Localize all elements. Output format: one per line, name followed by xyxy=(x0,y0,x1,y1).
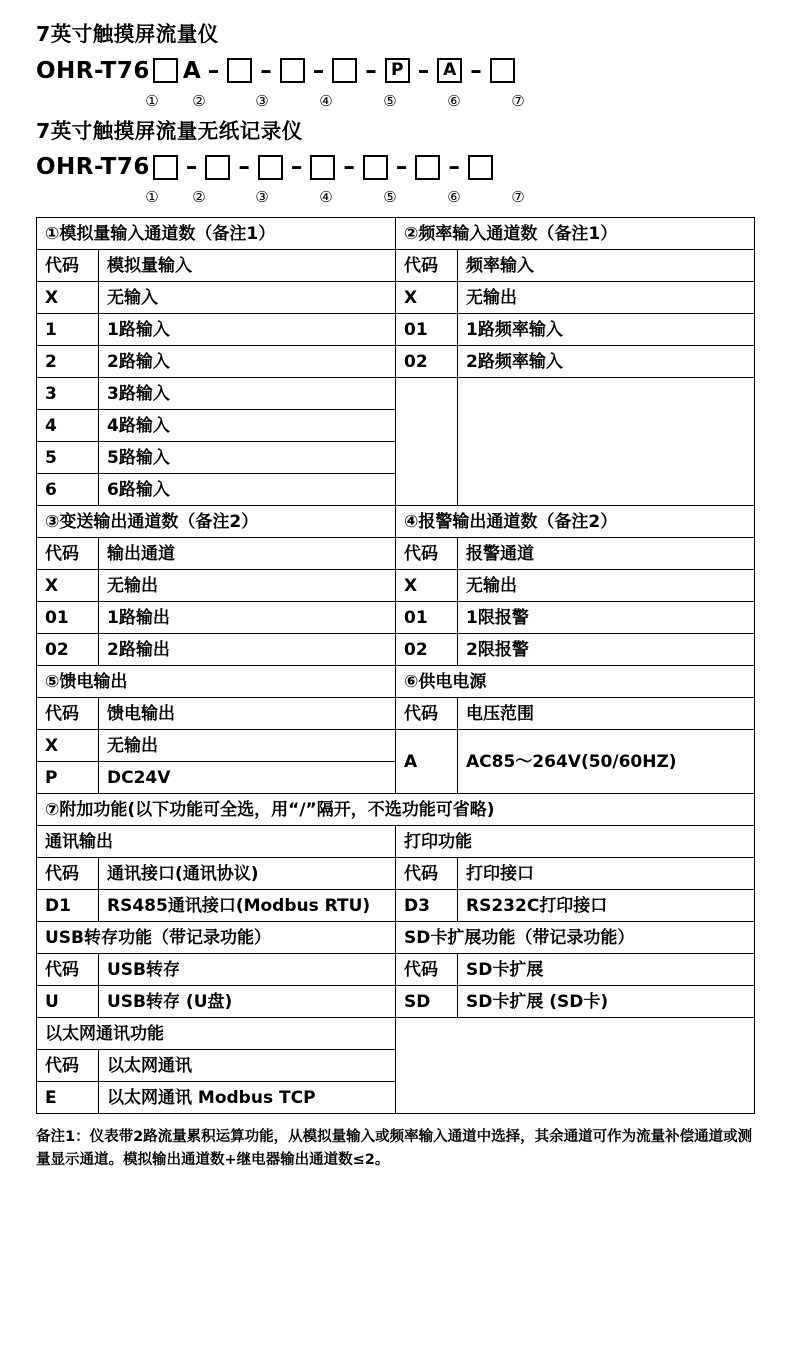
code-box-2-3 xyxy=(258,155,283,180)
mark-2-5: ⑤ xyxy=(383,188,397,207)
section-5-row-0-desc: 无输出 xyxy=(99,730,396,762)
section-1-row-5-code: 5 xyxy=(37,442,99,474)
code-dash-1-2: – xyxy=(260,57,272,84)
code-box-1-3 xyxy=(280,58,305,83)
section-7-g0-left-title: 通讯输出 xyxy=(37,826,396,858)
section-5-row-0-code: X xyxy=(37,730,99,762)
code-dash-2-2: – xyxy=(238,154,250,181)
code-dash-1-6: – xyxy=(470,57,482,84)
section-7-g1-right-row-0-code: SD xyxy=(396,986,458,1018)
section-1-row-0-desc: 无输入 xyxy=(99,282,396,314)
section-7-g1-right-col-code: 代码 xyxy=(396,954,458,986)
section-7-g2-left-col-name: 以太网通讯 xyxy=(99,1050,396,1082)
code-box-2-1 xyxy=(153,155,178,180)
section-7-g1-left-row-0-code: U xyxy=(37,986,99,1018)
table-row xyxy=(37,218,755,250)
code-dash-2-1: – xyxy=(185,154,198,181)
section-6-row-0-desc: AC85～264V(50/60HZ) xyxy=(458,730,755,794)
section-5-row-1-code: P xyxy=(37,762,99,794)
code-plain-1-A: A xyxy=(182,57,201,84)
section-3-row-0-code: X xyxy=(37,570,99,602)
section-4-col-name: 报警通道 xyxy=(458,538,755,570)
model-block-1 xyxy=(36,22,754,113)
table-row xyxy=(37,922,755,954)
table-row xyxy=(37,378,755,410)
mark-1-2: ② xyxy=(192,91,206,110)
section-2-row-0-desc: 无输出 xyxy=(458,282,755,314)
section-6-col-code: 代码 xyxy=(396,698,458,730)
section-1-row-4-desc: 4路输入 xyxy=(99,410,396,442)
code-box-1-1 xyxy=(153,58,178,83)
section-7-g1-right-title: SD卡扩展功能（带记录功能） xyxy=(396,922,755,954)
code-dash-2-4: – xyxy=(343,154,355,181)
code-dash-1-1: – xyxy=(207,57,220,84)
table-row xyxy=(37,698,755,730)
section-1-row-3-code: 3 xyxy=(37,378,99,410)
section-3-header: ③变送输出通道数（备注2） xyxy=(37,506,396,538)
section-7-g1-left-row-0-desc: USB转存 (U盘) xyxy=(99,986,396,1018)
table-row xyxy=(37,986,755,1018)
code-box-2-4 xyxy=(310,155,335,180)
section-7-g0-right-col-name: 打印接口 xyxy=(458,858,755,890)
section-3-row-1-code: 01 xyxy=(37,602,99,634)
section-7-g1-right-row-0-desc: SD卡扩展 (SD卡) xyxy=(458,986,755,1018)
mark-2-3: ③ xyxy=(255,188,269,207)
model-title-2: 7英寸触摸屏流量无纸记录仪 xyxy=(36,118,303,143)
section-2-header: ②频率输入通道数（备注1） xyxy=(396,218,755,250)
section-7-g0-left-col-name: 通讯接口(通讯协议) xyxy=(99,858,396,890)
section-1-row-6-code: 6 xyxy=(37,474,99,506)
section-7-g1-left-col-code: 代码 xyxy=(37,954,99,986)
section-4-col-code: 代码 xyxy=(396,538,458,570)
code-box-2-7 xyxy=(468,155,493,180)
section-7-g2-left-title: 以太网通讯功能 xyxy=(37,1018,396,1050)
section-2-row-2-desc: 2路频率输入 xyxy=(458,346,755,378)
code-box-1-4 xyxy=(332,58,357,83)
section-4-row-1-code: 01 xyxy=(396,602,458,634)
section-7-g0-left-row-0-desc: RS485通讯接口(Modbus RTU) xyxy=(99,890,396,922)
section-1-row-2-desc: 2路输入 xyxy=(99,346,396,378)
section-2-row-0-code: X xyxy=(396,282,458,314)
section-3-row-2-code: 02 xyxy=(37,634,99,666)
section-3-col-code: 代码 xyxy=(37,538,99,570)
section-3-col-name: 输出通道 xyxy=(99,538,396,570)
table-row xyxy=(37,346,755,378)
table-row xyxy=(37,794,755,826)
section-5-header: ⑤馈电输出 xyxy=(37,666,396,698)
mark-2-2: ② xyxy=(192,188,206,207)
mark-1-3: ③ xyxy=(255,91,269,110)
code-box-2-2 xyxy=(205,155,230,180)
mark-2-4: ④ xyxy=(319,188,333,207)
section-4-row-2-desc: 2限报警 xyxy=(458,634,755,666)
table-row xyxy=(37,282,755,314)
spec-table xyxy=(36,217,755,1114)
section-2-col-code: 代码 xyxy=(396,250,458,282)
model-prefix-2: OHR-T76 xyxy=(36,154,150,181)
section-5-col-name: 馈电输出 xyxy=(99,698,396,730)
code-dash-1-3: – xyxy=(312,57,325,84)
mark-1-5: ⑤ xyxy=(383,91,397,110)
section-1-row-5-desc: 5路输入 xyxy=(99,442,396,474)
model-block-2 xyxy=(36,119,754,210)
section-3-row-2-desc: 2路输出 xyxy=(99,634,396,666)
table-row xyxy=(37,858,755,890)
section-1-row-2-code: 2 xyxy=(37,346,99,378)
code-box-1-5: P xyxy=(385,58,410,83)
code-box-1-7 xyxy=(490,58,515,83)
table-row xyxy=(37,314,755,346)
section-7-g2-left-col-code: 代码 xyxy=(37,1050,99,1082)
section-6-col-name: 电压范围 xyxy=(458,698,755,730)
section-2-filler-code xyxy=(396,378,458,506)
section-4-row-0-desc: 无输出 xyxy=(458,570,755,602)
section-7-g2-left-row-0-desc: 以太网通讯 Modbus TCP xyxy=(99,1082,396,1114)
code-dash-1-5: – xyxy=(417,57,430,84)
section-5-col-code: 代码 xyxy=(37,698,99,730)
section-1-row-1-code: 1 xyxy=(37,314,99,346)
mark-2-6: ⑥ xyxy=(447,188,461,207)
table-row xyxy=(37,250,755,282)
section-7-header: ⑦附加功能(以下功能可全选，用“/”隔开，不选功能可省略) xyxy=(37,794,755,826)
section-2-row-1-code: 01 xyxy=(396,314,458,346)
section-7-g2-right-empty xyxy=(396,1018,755,1114)
section-4-row-1-desc: 1限报警 xyxy=(458,602,755,634)
section-3-row-0-desc: 无输出 xyxy=(99,570,396,602)
section-1-col-code: 代码 xyxy=(37,250,99,282)
section-1-row-6-desc: 6路输入 xyxy=(99,474,396,506)
section-7-g1-left-col-name: USB转存 xyxy=(99,954,396,986)
table-row xyxy=(37,570,755,602)
section-1-row-0-code: X xyxy=(37,282,99,314)
section-7-g1-left-title: USB转存功能（带记录功能） xyxy=(37,922,396,954)
section-7-g0-left-col-code: 代码 xyxy=(37,858,99,890)
table-row xyxy=(37,602,755,634)
section-7-g1-right-col-name: SD卡扩展 xyxy=(458,954,755,986)
mark-1-1: ① xyxy=(145,91,159,110)
section-1-row-1-desc: 1路输入 xyxy=(99,314,396,346)
section-6-row-0-code: A xyxy=(396,730,458,794)
table-row xyxy=(37,538,755,570)
table-row xyxy=(37,634,755,666)
footnote-1: 备注1：仪表带2路流量累积运算功能，从模拟量输入或频率输入通道中选择，其余通道可作为流量补偿通道或测量显示通道。模拟输出通道数+继电器输出通道数≤2。 xyxy=(36,1129,753,1168)
code-box-2-5 xyxy=(363,155,388,180)
code-dash-2-6: – xyxy=(448,154,460,181)
code-box-2-6 xyxy=(415,155,440,180)
section-7-g0-right-row-0-code: D3 xyxy=(396,890,458,922)
section-4-header: ④报警输出通道数（备注2） xyxy=(396,506,755,538)
table-row xyxy=(37,954,755,986)
code-dash-2-5: – xyxy=(395,154,408,181)
table-row xyxy=(37,890,755,922)
model-marks-row-2 xyxy=(36,185,754,209)
mark-2-1: ① xyxy=(145,188,159,207)
model-code-row-1 xyxy=(36,54,754,88)
section-1-row-4-code: 4 xyxy=(37,410,99,442)
code-dash-2-3: – xyxy=(290,154,303,181)
mark-1-6: ⑥ xyxy=(447,91,461,110)
section-1-header: ①模拟量输入通道数（备注1） xyxy=(37,218,396,250)
mark-2-7: ⑦ xyxy=(511,188,525,207)
table-row xyxy=(37,506,755,538)
section-7-g0-right-col-code: 代码 xyxy=(396,858,458,890)
table-row xyxy=(37,730,755,762)
section-6-header: ⑥供电电源 xyxy=(396,666,755,698)
section-2-filler-desc xyxy=(458,378,755,506)
model-prefix-1: OHR-T76 xyxy=(36,57,150,84)
model-title-1: 7英寸触摸屏流量仪 xyxy=(36,22,219,46)
section-4-row-0-code: X xyxy=(396,570,458,602)
table-row xyxy=(37,826,755,858)
section-7-g0-right-row-0-desc: RS232C打印接口 xyxy=(458,890,755,922)
code-box-1-6: A xyxy=(437,58,462,83)
code-box-1-2 xyxy=(227,58,252,83)
model-code-row-2 xyxy=(36,150,754,184)
section-1-col-name: 模拟量输入 xyxy=(99,250,396,282)
section-7-g0-right-title: 打印功能 xyxy=(396,826,755,858)
section-2-col-name: 频率输入 xyxy=(458,250,755,282)
section-1-row-3-desc: 3路输入 xyxy=(99,378,396,410)
mark-1-4: ④ xyxy=(319,91,333,110)
section-3-row-1-desc: 1路输出 xyxy=(99,602,396,634)
code-dash-1-4: – xyxy=(365,57,377,84)
section-4-row-2-code: 02 xyxy=(396,634,458,666)
section-2-row-2-code: 02 xyxy=(396,346,458,378)
section-7-g2-left-row-0-code: E xyxy=(37,1082,99,1114)
section-2-row-1-desc: 1路频率输入 xyxy=(458,314,755,346)
mark-1-7: ⑦ xyxy=(511,91,525,110)
section-7-g0-left-row-0-code: D1 xyxy=(37,890,99,922)
table-row xyxy=(37,1018,755,1050)
model-marks-row-1 xyxy=(36,89,754,113)
table-row xyxy=(37,666,755,698)
section-5-row-1-desc: DC24V xyxy=(99,762,396,794)
